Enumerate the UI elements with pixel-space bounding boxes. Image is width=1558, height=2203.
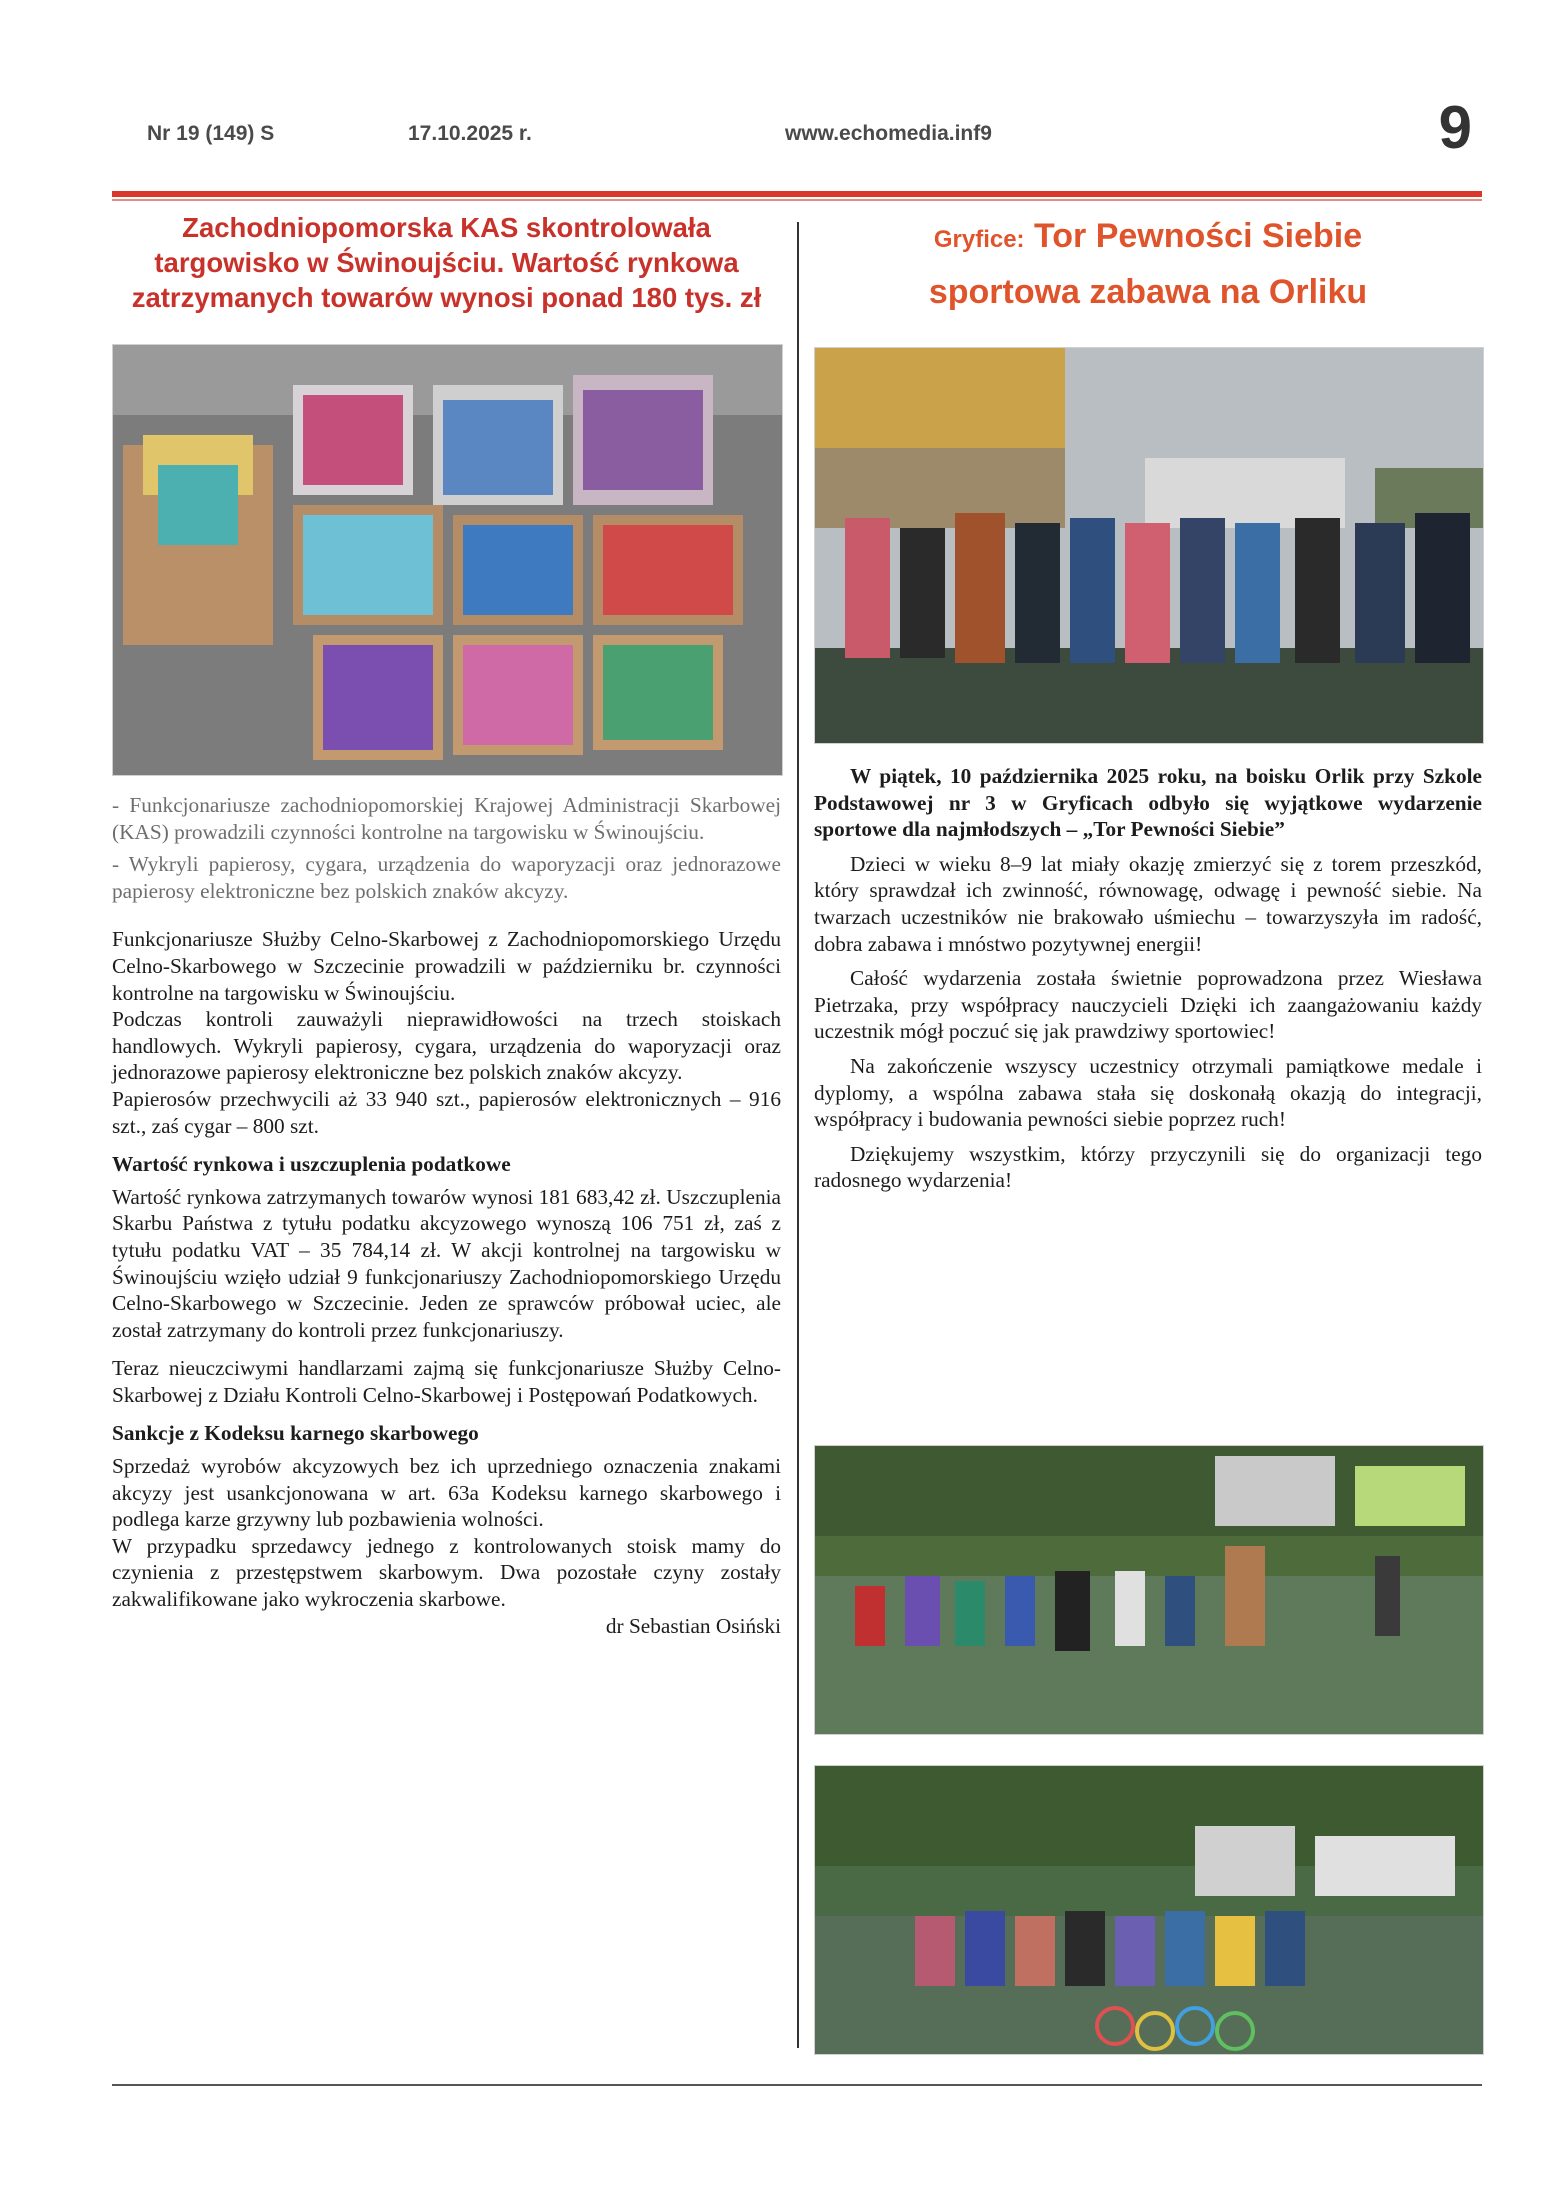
right-article-title xyxy=(814,210,1482,318)
subheading-market-value: Wartość rynkowa i uszczuplenia podatkowe xyxy=(112,1152,511,1177)
body-paragraph: Sprzedaż wyrobów akcyzowych bez ich uprzedniego oznaczenia znakami akcyzy jest usankcjonowana w art. 63a Kodeksu karnego skarbowego i podlega karze grzywny lub pozbawienia wolności. xyxy=(112,1454,781,1532)
column-divider xyxy=(797,222,799,2048)
photo-seized-goods xyxy=(112,344,783,776)
photo-seized-goods-image xyxy=(113,345,782,775)
photo-obstacle-course-image xyxy=(815,1446,1483,1734)
photo-group-field xyxy=(814,1765,1484,2055)
body-paragraph: Na zakończenie wszyscy uczestnicy otrzymali pamiątkowe medale i dyplomy, a wspólna zabawa stała się doskonałą okazją do integracji, współpracy i budowania pewności siebie poprzez ruch! xyxy=(814,1053,1482,1132)
lead-paragraph: - Wykryli papierosy, cygara, urządzenia do waporyzacji oraz jednorazowe papierosy elektroniczne bez polskich znaków akcyzy. xyxy=(112,852,781,903)
photo-obstacle-course xyxy=(814,1445,1484,1735)
subheading-sanctions: Sankcje z Kodeksu karnego skarbowego xyxy=(112,1421,479,1446)
body-paragraph: Papierosów przechwycili aż 33 940 szt., papierosów elektronicznych – 916 szt., zaś cygar – 800 szt. xyxy=(112,1086,781,1138)
body-paragraph: W przypadku sprzedawcy jednego z kontrolowanych stoisk mamy do czynienia z przestępstwem skarbowym. Dwa pozostałe czyny zostały zakwalifikowane jako wykroczenia skarbowe. xyxy=(112,1533,781,1612)
lead-paragraph: - Funkcjonariusze zachodniopomorskiej Krajowej Administracji Skarbowej (KAS) prowadzili czynności kontrolne na targowisku w Świnoujściu. xyxy=(112,793,781,844)
photo-children-diplomas-image xyxy=(815,348,1483,743)
right-article xyxy=(814,210,1482,1194)
footer-rule xyxy=(112,2084,1482,2086)
title-line-1 xyxy=(814,210,1482,266)
body-paragraph: Wartość rynkowa zatrzymanych towarów wynosi 181 683,42 zł. Uszczuplenia Skarbu Państwa z tytułu podatku akcyzowego wynoszą 106 751 zł, zaś z tytułu podatku VAT – 35 784,14 zł. W akcji kontrolnej na targowisku w Świnoujściu wzięło udział 9 funkcjonariuszy Zachodniopomorskiego Urzędu Celno-Skarbowego w Szczecinie. Jeden ze sprawców próbował uciec, ale został zatrzymany do kontroli przez funkcjonariuszy. xyxy=(112,1184,781,1342)
website-link[interactable]: www.echomedia.inf9 xyxy=(785,122,992,145)
author-signature: dr Sebastian Osiński xyxy=(605,1613,781,1638)
body-paragraph: Całość wydarzenia została świetnie poprowadzona przez Wiesława Pietrzaka, przy współpracy nauczycieli Dzięki ich zaangażowaniu każdy uczestnik mógł poczuć się jak prawdziwy sportowiec! xyxy=(814,966,1482,1044)
title-kicker: Gryfice: xyxy=(933,226,1025,253)
body-paragraph: Dziękujemy wszystkim, którzy przyczynili się do organizacji tego radosnego wydarzenia! xyxy=(814,1141,1482,1193)
body-paragraph: Teraz nieuczciwymi handlarzami zajmą się funkcjonariusze Służby Celno-Skarbowej z Działu Kontroli Celno-Skarbowej i Postępowań Podatkowych. xyxy=(112,1356,781,1407)
photo-group-field-image xyxy=(815,1766,1483,2054)
left-article-body xyxy=(112,926,781,1639)
issue-number: Nr 19 (149) S xyxy=(147,122,275,145)
header-rule-thin xyxy=(112,199,1482,201)
body-paragraph: Podczas kontroli zauważyli nieprawidłowości na trzech stoiskach handlowych. Wykryli papierosy, cygara, urządzenia do waporyzacji oraz jednorazowe papierosy elektroniczne bez polskich znaków akcyzy. xyxy=(112,1007,781,1085)
left-article-title: Zachodniopomorska KAS skontrolowała targowisko w Świnoujściu. Wartość rynkowa zatrzymanych towarów wynosi ponad 180 tys. zł xyxy=(131,212,762,313)
page-number: 9 xyxy=(1438,94,1472,161)
left-article xyxy=(112,210,781,1639)
right-article-body xyxy=(814,763,1482,1194)
body-paragraph: Funkcjonariusze Służby Celno-Skarbowej z Zachodniopomorskiego Urzędu Celno-Skarbowego w Szczecinie prowadzili w październiku br. czynności kontrolne na targowisku w Świnoujściu. xyxy=(112,927,781,1005)
title-main: Tor Pewności Siebie xyxy=(1034,217,1363,255)
title-line-2: sportowa zabawa na Orliku xyxy=(928,273,1368,311)
body-paragraph: Dzieci w wieku 8–9 lat miały okazję zmierzyć się z torem przeszkód, który sprawdzał ich zwinność, równowagę, odwagę i pewność siebie. Na twarzach uczestników nie brakowało uśmiechu – towarzyszyła im radość, dobra zabawa i mnóstwo pozytywnej energii! xyxy=(814,851,1482,956)
header-rule xyxy=(112,191,1482,197)
left-article-lead xyxy=(112,792,781,904)
issue-date: 17.10.2025 r. xyxy=(408,122,532,145)
photo-children-diplomas xyxy=(814,347,1484,744)
intro-paragraph: W piątek, 10 października 2025 roku, na boisku Orlik przy Szkole Podstawowej nr 3 w Gryficach odbyło się wyjątkowe wydarzenie sportowe dla najmłodszych – „Tor Pewności Siebie” xyxy=(814,764,1482,842)
